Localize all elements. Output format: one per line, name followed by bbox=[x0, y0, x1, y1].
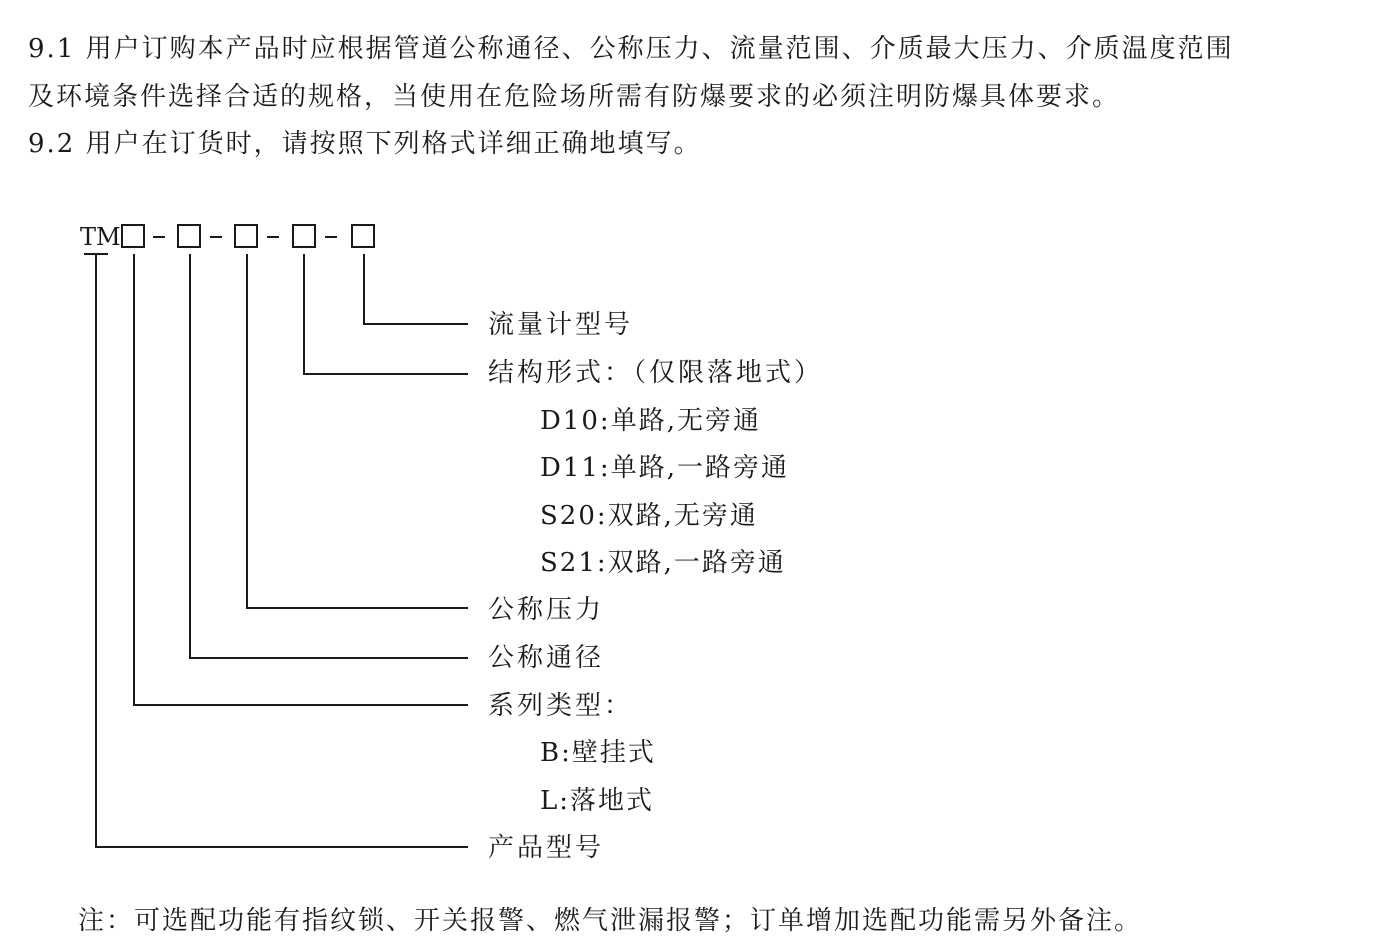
code-dash bbox=[325, 236, 337, 238]
leader-series bbox=[133, 254, 135, 705]
paragraph-2: 及环境条件选择合适的规格，当使用在危险场所需有防爆要求的必须注明防爆具体要求。 bbox=[28, 82, 1121, 112]
model-prefix: TM bbox=[80, 223, 121, 251]
leader-flowmeter-h bbox=[363, 323, 468, 325]
leader-pressure-h bbox=[246, 607, 468, 609]
code-box-diameter bbox=[177, 224, 201, 248]
structure-option: D10:单路,无旁通 bbox=[540, 406, 761, 436]
code-dash bbox=[210, 236, 222, 238]
footnote: 注：可选配功能有指纹锁、开关报警、燃气泄漏报警；订单增加选配功能需另外备注。 bbox=[78, 906, 1143, 936]
code-dash bbox=[267, 236, 279, 238]
code-box-pressure bbox=[234, 224, 258, 248]
label-product-model: 产品型号 bbox=[488, 833, 605, 863]
leader-diameter bbox=[189, 254, 191, 658]
structure-option: S20:双路,无旁通 bbox=[540, 501, 758, 531]
label-nominal-pressure: 公称压力 bbox=[488, 595, 605, 625]
code-box-series bbox=[121, 224, 145, 248]
leader-structure-h bbox=[303, 373, 468, 375]
code-dash bbox=[153, 236, 165, 238]
code-box-structure bbox=[292, 224, 316, 248]
series-option: L:落地式 bbox=[540, 786, 655, 816]
structure-option: S21:双路,一路旁通 bbox=[540, 548, 786, 578]
leader-flowmeter bbox=[363, 254, 365, 325]
leader-diameter-h bbox=[189, 657, 468, 659]
leader-pressure bbox=[246, 254, 248, 608]
label-flowmeter-model: 流量计型号 bbox=[488, 310, 634, 340]
code-box-flowmeter bbox=[351, 224, 375, 248]
paragraph-3: 9.2 用户在订货时，请按照下列格式详细正确地填写。 bbox=[28, 129, 702, 159]
leader-product-model-h bbox=[95, 846, 468, 848]
leader-product-model bbox=[95, 254, 97, 847]
label-series-type: 系列类型： bbox=[488, 691, 634, 721]
label-structure: 结构形式：（仅限落地式） bbox=[488, 358, 824, 388]
leader-structure bbox=[303, 254, 305, 375]
series-option: B:壁挂式 bbox=[540, 738, 656, 768]
paragraph-1: 9.1 用户订购本产品时应根据管道公称通径、公称压力、流量范围、介质最大压力、介质温度范围 bbox=[28, 34, 1234, 64]
leader-series-h bbox=[133, 704, 468, 706]
structure-option: D11:单路,一路旁通 bbox=[540, 453, 789, 483]
label-nominal-diameter: 公称通径 bbox=[488, 643, 605, 673]
